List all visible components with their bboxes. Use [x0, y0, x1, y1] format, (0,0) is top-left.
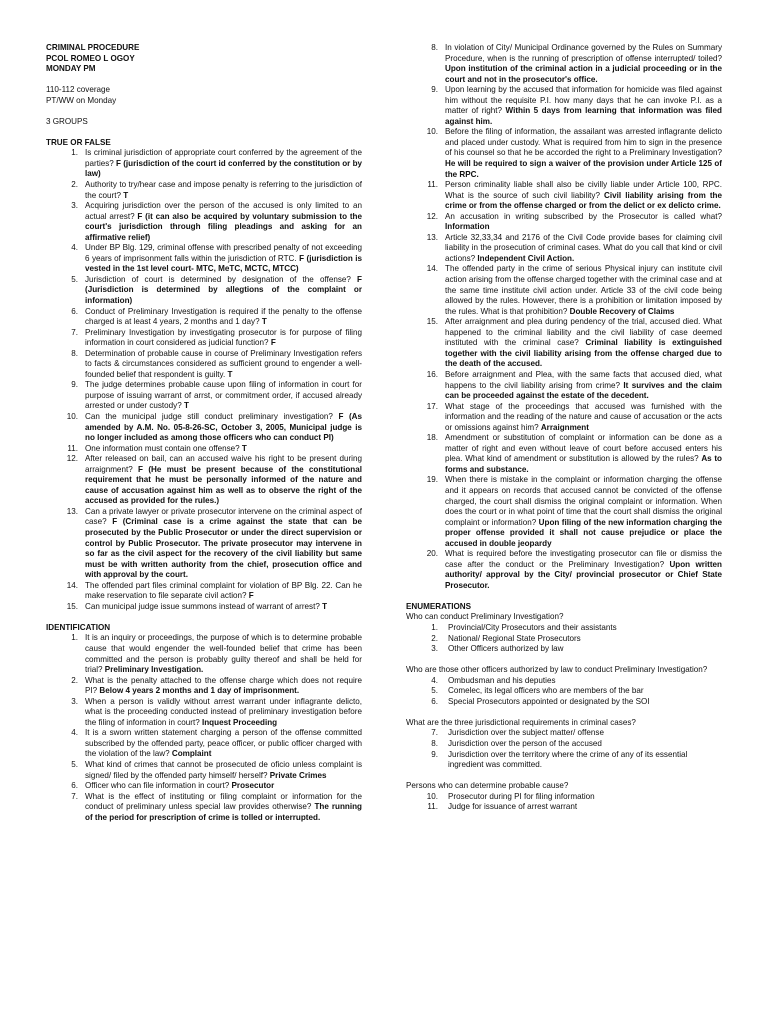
enum-list-4 — [406, 792, 722, 813]
item-number: 8. — [71, 348, 78, 358]
list-item — [406, 697, 722, 708]
item-number: 8. — [431, 738, 438, 748]
list-item — [406, 370, 722, 402]
answer-text: Double Recovery of Claims — [569, 306, 675, 316]
list-item — [46, 728, 362, 760]
item-text — [445, 127, 722, 180]
answer-text: F (jurisdiction of the court id conferred by the constitution or by law) — [85, 158, 363, 179]
list-item — [406, 264, 722, 317]
answer-text: Upon filing of the new information charging the proper offense provided it shall not cause prejudice or place the accused in double jeopardy — [445, 517, 722, 548]
groups-text: 3 GROUPS — [46, 116, 88, 126]
section-title-enumerations: ENUMERATIONS — [406, 601, 472, 611]
question-text: Conduct of Preliminary Investigation is required if the penalty to the offense charged is at least 4 years, 2 months and 1 day? — [85, 306, 362, 327]
question-text: What is the effect of instituting or filing complaint or information for the conduct of preliminary unless special law provides otherwise? — [85, 791, 362, 812]
enum-list-1 — [406, 623, 722, 655]
item-number: 9. — [431, 749, 438, 759]
answer-text: F (Criminal case is a crime against the state that can be prosecuted by the Public Prosecutor or under the direct supervision or control by Public Prosecutor. The private prosecutor may intervene in so far as the civil aspect for the recovery of the civil liability but same must be with written authority from the chief, prosecution office and with approval by the court. — [85, 517, 362, 580]
list-item — [406, 549, 722, 591]
question-text: One information must contain one offense? — [85, 443, 242, 453]
answer-text: Civil liability arising from the crime or from the offense charged or from the delict or ex delicto crime. — [445, 190, 722, 211]
list-item — [406, 644, 722, 655]
answer-text: Information — [445, 222, 490, 232]
question-text: Article 32,33,34 and 2176 of the Civil Code provide bases for claiming civil liability in the prosecution of criminal cases. What do you call that kind or civil actions? — [445, 232, 722, 263]
question-text: An accusation in writing subscribed by the Prosecutor is called what? — [445, 211, 722, 221]
item-text — [85, 349, 362, 381]
item-text: Jurisdiction over the subject matter/ offense — [448, 728, 604, 738]
item-text — [85, 275, 362, 307]
item-number: 2. — [431, 633, 438, 643]
item-text: Provincial/City Prosecutors and their assistants — [448, 623, 617, 633]
item-text — [85, 201, 362, 243]
item-number: 10. — [426, 127, 438, 137]
item-text — [445, 317, 722, 370]
answer-text: F — [270, 338, 276, 348]
item-number: 17. — [426, 401, 438, 411]
right-column — [406, 0, 722, 813]
list-item — [46, 349, 362, 381]
list-item — [46, 412, 362, 444]
item-number: 5. — [431, 686, 438, 696]
item-number: 16. — [426, 369, 438, 379]
schedule-day: MONDAY PM — [46, 64, 96, 74]
answer-text: T — [227, 369, 233, 379]
item-text — [445, 549, 722, 591]
question-text: Can a private lawyer or private prosecutor intervene on the criminal aspect of case? — [85, 506, 362, 527]
item-text — [85, 781, 362, 792]
item-number: 14. — [66, 580, 78, 590]
answer-text: Upon written authority/ approval by the City/ provincial prosecutor or Chief State Prosecutor. — [445, 559, 722, 590]
question-text: Preliminary Investigation by investigating prosecutor is for purpose of filing information in court considered as judicial function? — [85, 327, 362, 348]
answer-text: Within 5 days from learning that information was filed against him. — [445, 106, 722, 126]
item-text: Comelec, its legal officers who are members of the bar — [448, 686, 644, 696]
list-item — [406, 317, 722, 370]
list-item — [46, 633, 362, 675]
list-item — [406, 233, 722, 265]
item-text: National/ Regional State Prosecutors — [448, 633, 581, 643]
list-item — [46, 781, 362, 792]
question-text: The offended part files criminal complaint for violation of BP Blg. 22. Can he make reservation to file separate civil action? — [85, 580, 362, 601]
item-number: 13. — [66, 506, 78, 516]
item-number: 5. — [71, 760, 78, 769]
item-text — [85, 602, 362, 613]
item-number: 10. — [426, 791, 438, 801]
item-text: Other Officers authorized by law — [448, 644, 564, 654]
question-text: Before arraignment and Plea, with the same facts that accused died, what happens to the civil liability arising from crime? — [445, 369, 722, 390]
answer-text: Inquest Proceeding — [201, 717, 278, 727]
list-item — [46, 275, 362, 307]
identification-list-right — [406, 43, 722, 591]
answer-text: Independent Civil Action. — [477, 253, 575, 263]
question-text: Authority to try/hear case and impose penalty is referring to the jurisdiction of the court? — [85, 179, 362, 200]
question-text: The offended party in the crime of serious Physical injury can institute civil action arising from the offense charged together with the criminal case and at the same time institute civil action under. Article 33 of the civil code being allowed by the rules. However, there is a prohibition or limitation imposed by the rules. What is that prohibition? — [445, 264, 722, 316]
item-number: 12. — [66, 454, 78, 464]
item-text — [445, 43, 722, 85]
item-number: 9. — [71, 380, 78, 390]
list-item — [46, 676, 362, 697]
item-number: 5. — [71, 274, 78, 284]
item-number: 3. — [431, 644, 438, 654]
answer-text: Private Crimes — [269, 770, 327, 780]
list-item — [46, 507, 362, 581]
item-text — [445, 233, 722, 265]
answer-text: Arraignment — [540, 422, 589, 432]
enum-list-3 — [406, 728, 722, 770]
answer-text: Criminal liability is extinguished together with the civil liability arising from the offense charged due to the death of the accused. — [445, 338, 722, 369]
question-text: Under BP Blg. 129, criminal offense with prescribed penalty of not exceeding 6 years of imprisonment falls within the jurisdiction of RTC. — [85, 243, 362, 263]
item-text: Jurisdiction over the territory where the crime of any of its essential ingredient was committed. — [448, 749, 688, 770]
item-text — [85, 760, 362, 781]
item-text — [85, 328, 362, 349]
list-item — [46, 148, 362, 180]
item-text — [445, 475, 722, 549]
list-item — [46, 697, 362, 729]
answer-text: Complaint — [171, 749, 212, 759]
item-number: 7. — [71, 791, 78, 801]
item-number: 6. — [71, 781, 78, 791]
instructor-name: PCOL ROMEO L OGOY — [46, 53, 135, 63]
list-item — [46, 380, 362, 412]
list-item — [46, 201, 362, 243]
question-text: Person criminality liable shall also be civilly liable under Article 100, RPC. What is the source of such civil liability? — [445, 180, 722, 200]
answer-text: T — [183, 401, 189, 411]
item-text: Special Prosecutors appointed or designated by the SOI — [448, 696, 650, 706]
item-text — [85, 412, 362, 444]
list-item — [406, 475, 722, 549]
list-item — [46, 602, 362, 613]
list-item — [406, 212, 722, 233]
list-item — [406, 180, 722, 212]
list-item — [46, 180, 362, 201]
enum-question-2: Who are those other officers authorized by law to conduct Preliminary Investigation? — [406, 665, 708, 675]
item-text — [85, 148, 362, 180]
question-text: It is a sworn written statement charging a person of the offense committed subscribed by the offended party, peace officer, or public officer charged with the violation of the law? — [85, 728, 362, 759]
true-false-list — [46, 148, 362, 612]
doc-title: CRIMINAL PROCEDURE — [46, 43, 140, 52]
item-number: 4. — [71, 243, 78, 253]
enum-question-1: Who can conduct Preliminary Investigation? — [406, 612, 564, 622]
item-number: 6. — [71, 306, 78, 316]
item-text — [445, 370, 722, 402]
item-text: Prosecutor during PI for filing information — [448, 791, 595, 801]
item-number: 6. — [431, 696, 438, 706]
answer-text: He will be required to sign a waiver of the provision under Article 125 of the RPC. — [445, 159, 722, 179]
list-item — [406, 127, 722, 180]
answer-text: Below 4 years 2 months and 1 day of imprisonment. — [99, 686, 300, 696]
answer-text: F (As amended by A.M. No. 05-8-26-SC, October 3, 2005, Municipal judge is no longer included as among those officers who can conduct PI) — [85, 412, 363, 443]
item-text: Judge for issuance of arrest warrant — [448, 802, 578, 812]
item-text — [85, 380, 362, 412]
list-item — [46, 454, 362, 507]
item-number: 1. — [71, 148, 78, 158]
list-item — [46, 792, 362, 824]
item-number: 3. — [71, 201, 78, 211]
question-text: What is the penalty attached to the offense charge which does not require PI? — [85, 675, 362, 696]
question-text: Officer who can file information in court? — [85, 781, 232, 791]
section-title-true-false: TRUE OR FALSE — [46, 137, 111, 147]
list-item — [406, 686, 722, 697]
item-number: 1. — [71, 633, 78, 643]
question-text: After released on bail, can an accused waive his right to be present during arraignment? — [85, 454, 362, 474]
answer-text: T — [241, 443, 247, 453]
list-item — [46, 444, 362, 455]
list-item — [46, 243, 362, 275]
item-number: 15. — [66, 601, 78, 611]
item-number: 8. — [431, 43, 438, 52]
item-text — [445, 180, 722, 212]
item-number: 20. — [426, 549, 438, 559]
question-text: It is an inquiry or proceedings, the purpose of which is to determine probable cause that would engender the well-founded belief that crime has been committed and the person is probably guilty thereof and shall be held for trial? — [85, 633, 362, 675]
list-item — [406, 676, 722, 687]
question-text: After arraignment and plea during pendency of the trial, accused died. What happened to the criminal liability and the civil liability of case deemed instituted with the criminal case? — [445, 317, 722, 348]
item-text — [445, 402, 722, 434]
item-text: Ombudsman and his deputies — [448, 675, 556, 685]
list-item — [406, 634, 722, 645]
item-number: 4. — [71, 728, 78, 738]
question-text: Amendment or substitution of complaint or information can be done as a matter of right and even without leave of court before accused enters his plea. What kind of amendment or substitution is allowed by the rules? — [445, 433, 722, 464]
question-text: The judge determines probable cause upon filing of information in court for purpose of issuing warrant of arrst, or commitment order, if accused already arrested or under custody? — [85, 380, 362, 411]
question-text: When there is mistake in the complaint or information charging the offense and it appears on records that accused cannot be convicted of the offense charged, the court shall dismiss the original complaint or information. When does the court or in what point of time that the court shall dismiss the original complaint or information? — [445, 475, 722, 527]
answer-text: As to forms and substance. — [445, 454, 723, 474]
item-number: 2. — [71, 675, 78, 685]
item-text — [445, 433, 722, 475]
answer-text: The running of the period for prescription of crime is tolled or interrupted. — [85, 802, 362, 822]
section-title-identification: IDENTIFICATION — [46, 622, 111, 632]
list-item — [406, 792, 722, 803]
coverage-text: 110-112 coverage — [46, 85, 111, 95]
item-text — [85, 180, 362, 201]
question-text: What kind of crimes that cannot be prosecuted de oficio unless complaint is signed/ filed by the offended party himself/ herself? — [85, 760, 362, 780]
answer-text: T — [261, 317, 267, 327]
item-number: 7. — [71, 327, 78, 337]
answer-text: F — [248, 591, 254, 601]
item-number: 7. — [431, 728, 438, 738]
answer-text: F (it can also be acquired by voluntary submission to the court's jurisdiction through filing pleadings and asking for an affirmative relief) — [85, 211, 362, 242]
list-item — [46, 328, 362, 349]
item-number: 2. — [71, 179, 78, 189]
schedule-text: PT/WW on Monday — [46, 95, 117, 105]
item-text — [85, 307, 362, 328]
item-text — [85, 728, 362, 760]
item-text — [85, 697, 362, 729]
item-text — [445, 264, 722, 317]
question-text: In violation of City/ Municipal Ordinance governed by the Rules on Summary Procedure, when is the running of prescription of offense interrupted/ toiled? — [445, 43, 722, 63]
list-item — [46, 307, 362, 328]
list-item — [406, 739, 722, 750]
item-number: 11. — [67, 443, 78, 453]
item-text — [85, 507, 362, 581]
question-text: When a person is validly without arrest warrant under inflagrante delicto, what is the proceeding conducted instead of preliminary investigation before the filing of information in court? — [85, 696, 362, 727]
answer-text: It survives and the claim can be proceeded against the estate of the decedent. — [445, 380, 723, 401]
question-text: What stage of the proceedings that accused was furnished with the information and the reading of the nature and cause of accusation or the acts or omissions against him? — [445, 401, 722, 432]
question-text: Determination of probable cause in course of Preliminary Investigation refers to facts & circumstances considered as sufficient ground to engender a well-founded belief that respondent is guilty. — [85, 348, 362, 379]
item-text — [85, 454, 362, 507]
item-number: 9. — [431, 85, 438, 95]
answer-text: F (jurisdiction is vested in the 1st level court- MTC, MeTC, MCTC, MTCC) — [85, 253, 363, 274]
enum-question-3: What are the three jurisdictional requirements in criminal cases? — [406, 717, 636, 727]
list-item — [406, 85, 722, 127]
list-item — [406, 433, 722, 475]
item-number: 11. — [427, 802, 438, 812]
item-text — [445, 212, 722, 233]
list-item — [406, 402, 722, 434]
list-item — [46, 760, 362, 781]
item-number: 12. — [426, 211, 438, 221]
item-text: Jurisdiction over the person of the accused — [448, 738, 602, 748]
answer-text: Preliminary Investigation. — [104, 665, 204, 675]
list-item — [406, 802, 722, 813]
question-text: Acquiring jurisdiction over the person of the accused is only limited to an actual arrest? — [85, 201, 362, 221]
identification-list-left — [46, 633, 362, 823]
item-number: 11. — [427, 180, 438, 190]
question-text: Before the filing of information, the assailant was arrested inflagrante delicto and placed under custody. What is required from him to sign in the presence of his counsel so that he be accorded the right to a Preliminary Investigation? — [445, 127, 722, 158]
item-text — [85, 633, 362, 675]
item-number: 18. — [426, 433, 438, 443]
item-number: 4. — [431, 675, 438, 685]
question-text: Upon learning by the accused that information for homicide was filed against him without the requisite P.I. how many days that he can invoke P.I. as a matter of right? — [445, 85, 722, 116]
item-text — [85, 581, 362, 602]
item-number: 10. — [66, 412, 78, 421]
item-number: 3. — [71, 696, 78, 706]
list-item — [406, 750, 722, 771]
answer-text: T — [123, 190, 129, 200]
item-number: 15. — [426, 317, 438, 327]
list-item — [46, 581, 362, 602]
item-number: 14. — [426, 264, 438, 274]
enum-question-4: Persons who can determine probable cause? — [406, 781, 569, 791]
item-number: 19. — [426, 475, 438, 485]
question-text: Jurisdiction of court is determined by designation of the offense? — [85, 274, 358, 284]
answer-text: F (Jurisdiction is determined by allegtions of the complaint or information) — [85, 274, 362, 305]
item-number: 1. — [431, 623, 438, 633]
enum-list-2 — [406, 676, 722, 708]
answer-text: Upon institution of the criminal action in a judicial proceeding or in the court and not in the prosecutor's office. — [445, 64, 722, 84]
question-text: Can the municipal judge still conduct preliminary investigation? — [85, 412, 339, 421]
item-text — [85, 444, 362, 455]
answer-text: Prosecutor — [231, 781, 275, 791]
list-item — [406, 728, 722, 739]
item-text — [445, 85, 722, 127]
item-text — [85, 676, 362, 697]
item-text — [85, 243, 362, 275]
left-column — [46, 0, 362, 823]
question-text: Is criminal jurisdiction of appropriate court conferred by the agreement of the parties? — [85, 148, 362, 168]
question-text: Can municipal judge issue summons instead of warrant of arrest? — [85, 601, 323, 611]
question-text: What is required before the investigating prosecutor can file or dismiss the case after the conduct or the Preliminary Investigation? — [445, 549, 722, 569]
item-number: 13. — [426, 232, 438, 242]
list-item — [406, 43, 722, 85]
answer-text: F (He must be present because of the constitutional requirement that he must be personally informed of the nature and cause of accusation against him as well as to observe the right of the accused as provided for the rules.) — [85, 464, 362, 506]
item-text — [85, 792, 362, 824]
answer-text: T — [322, 601, 328, 611]
list-item — [406, 623, 722, 634]
